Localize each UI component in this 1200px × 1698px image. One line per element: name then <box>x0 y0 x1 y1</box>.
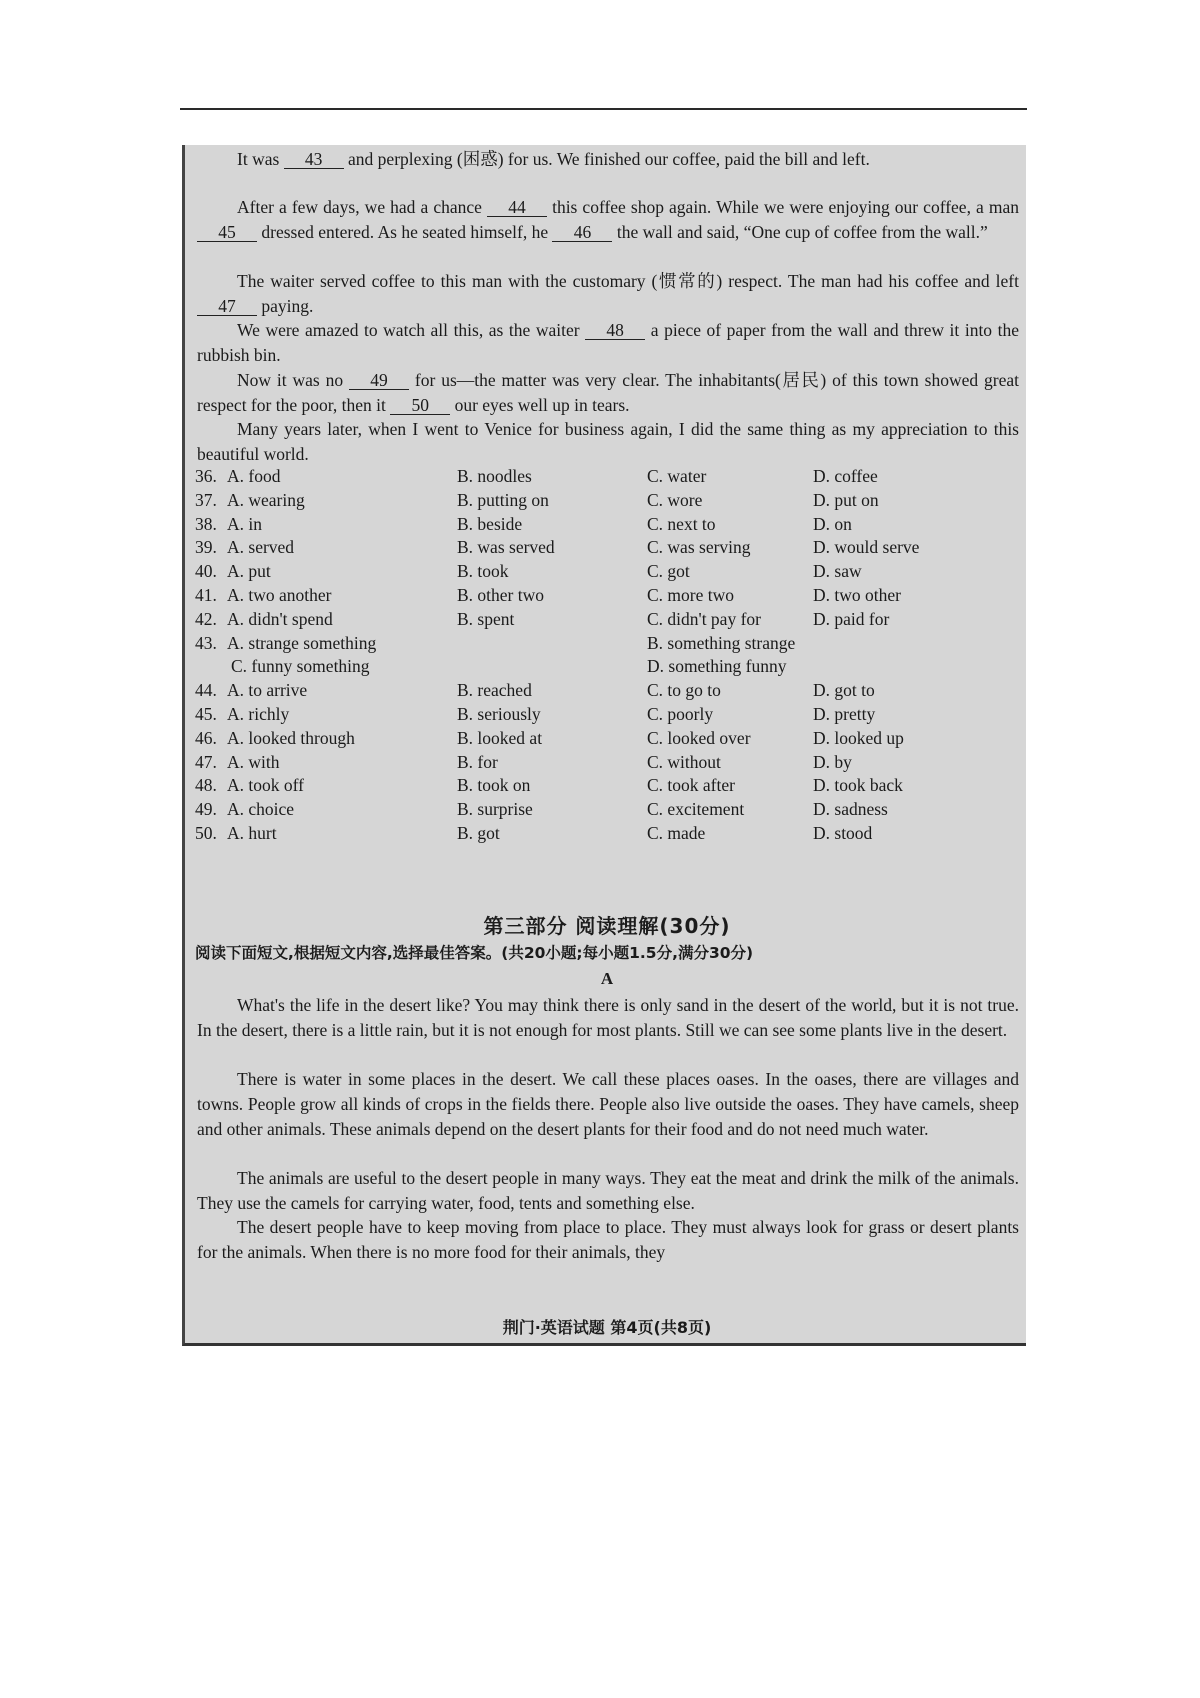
option-d: D. took back <box>813 775 903 796</box>
option-a: A. in <box>227 513 262 534</box>
cloze-paragraph <box>197 368 1019 418</box>
page-footer: 荆门·英语试题 第4页(共8页) <box>502 1318 712 1337</box>
option-c: C. more two <box>647 585 735 605</box>
cloze-blank: 45 <box>197 223 257 242</box>
cloze-paragraph <box>197 195 1019 245</box>
paragraph-text: The waiter served coffee to this man with the customary (惯常的) respect. The man had his coffee and left <box>237 271 1019 291</box>
option-a: A. didn't spend <box>227 608 333 629</box>
paragraph-text: The animals are useful to the desert people in many ways. They eat the meat and drink the milk of the animals. They use the camels for carrying water, food, tents and something else. <box>197 1168 1019 1213</box>
option-c: C. water <box>647 466 707 486</box>
paragraph-text: for us—the matter was very clear. The inhabitants(居民) of this town showed great respect for the poor, then it <box>197 370 1019 415</box>
option-b: B. was served <box>457 537 555 558</box>
option-c: C. excitement <box>647 799 745 820</box>
option-a: A. put <box>227 561 271 582</box>
option-a: A. served <box>227 537 295 558</box>
paragraph-text: our eyes well up in tears. <box>450 395 630 415</box>
cloze-blank: 46 <box>552 223 612 242</box>
option-d: D. coffee <box>813 466 878 486</box>
passage-letter: A <box>600 969 614 988</box>
option-d: D. paid for <box>813 608 890 629</box>
paragraph-text: There is water in some places in the desert. We call these places oases. In the oases, there are villages and towns. People grow all kinds of crops in the fields there. People also live outside the oases. They have camels, sheep and other animals. These animals depend on the desert plants for their food and do not need much water. <box>197 1069 1019 1139</box>
option-a: A. hurt <box>227 823 277 843</box>
paragraph-text: Now it was no <box>237 370 350 390</box>
paragraph-text: The desert people have to keep moving from place to place. They must always look for grass or desert plants for the animals. When there is no more food for their animals, they <box>197 1217 1019 1262</box>
option-a: A. food <box>227 466 281 486</box>
option-a: A. to arrive <box>227 680 308 701</box>
cloze-blank: 48 <box>585 321 645 340</box>
option-c: C. wore <box>647 489 703 510</box>
option-b: B. took on <box>457 775 531 796</box>
option-d: D. stood <box>813 823 873 843</box>
cloze-blank: 49 <box>349 371 409 390</box>
option-b: B. seriously <box>457 704 541 724</box>
question-number: 37. <box>195 489 217 510</box>
option-b: B. took <box>457 561 509 582</box>
option-c: C. took after <box>647 775 735 796</box>
option-d: D. saw <box>813 561 862 582</box>
question-number: 49. <box>195 799 217 820</box>
reading-paragraph <box>197 993 1019 1043</box>
paragraph-text: the wall and said, “One cup of coffee from the wall.” <box>612 222 988 242</box>
option-c: C. got <box>647 561 690 582</box>
option-c: C. didn't pay for <box>647 608 761 629</box>
paragraph-text: and perplexing (困惑) for us. We finished our coffee, paid the bill and left. <box>343 149 870 169</box>
section-instruction: 阅读下面短文,根据短文内容,选择最佳答案。(共20小题;每小题1.5分,满分30分) <box>195 944 754 962</box>
option-a: A. looked through <box>227 727 355 748</box>
option-d: D. pretty <box>813 704 876 724</box>
question-number: 44. <box>195 680 217 701</box>
option-d: D. sadness <box>813 799 888 820</box>
question-number: 39. <box>195 537 217 558</box>
option-c: C. to go to <box>647 680 721 701</box>
question-number: 45. <box>195 704 217 724</box>
option-b: B. got <box>457 823 500 843</box>
reading-paragraph <box>197 1215 1019 1265</box>
cloze-blank: 50 <box>390 396 450 415</box>
paragraph-text: Many years later, when I went to Venice for business again, I did the same thing as my appreciation to this beautiful world. <box>197 419 1019 464</box>
cloze-paragraph <box>197 269 1019 319</box>
paragraph-text: It was <box>237 149 284 169</box>
cloze-blank: 43 <box>284 150 344 169</box>
option-a: A. two another <box>227 585 332 605</box>
question-number: 41. <box>195 585 217 605</box>
option-d: D. by <box>813 751 852 772</box>
question-number: 40. <box>195 561 217 582</box>
cloze-blank: 44 <box>487 198 547 217</box>
option-b: B. other two <box>457 585 545 605</box>
reading-paragraph <box>197 1166 1019 1216</box>
paragraph-text: paying. <box>257 296 314 316</box>
option-a: A. took off <box>227 775 304 796</box>
option-c: C. was serving <box>647 537 751 558</box>
paragraph-text: What's the life in the desert like? You may think there is only sand in the desert of the world, but it is not true. In the desert, there is a little rain, but it is not enough for most plants. Still we can see some plants live in the desert. <box>197 995 1019 1040</box>
paragraph-text: We were amazed to watch all this, as the waiter <box>237 320 586 340</box>
option-d: D. got to <box>813 680 875 701</box>
question-number: 48. <box>195 775 217 796</box>
option-a: A. choice <box>227 799 295 820</box>
question-number: 46. <box>195 727 217 748</box>
option-d: D. put on <box>813 489 879 510</box>
option-d: D. would serve <box>813 537 920 558</box>
question-number: 38. <box>195 513 217 534</box>
option-d: D. something funny <box>647 656 787 677</box>
cloze-paragraph <box>197 147 1019 172</box>
scanned-exam-page <box>182 145 1026 1346</box>
paragraph-text: a piece of paper from the wall and threw it into the rubbish bin. <box>197 320 1020 365</box>
option-c: C. funny something <box>231 656 370 677</box>
question-number: 43. <box>195 632 217 653</box>
reading-paragraph <box>197 1067 1019 1142</box>
option-c: C. without <box>647 751 721 772</box>
question-number: 50. <box>195 823 217 843</box>
paragraph-text: dressed entered. As he seated himself, he <box>257 222 553 242</box>
paragraph-text: this coffee shop again. While we were enjoying our coffee, a man <box>547 197 1019 217</box>
option-b: B. for <box>457 751 498 772</box>
option-c: C. next to <box>647 513 716 534</box>
option-c: C. poorly <box>647 704 714 724</box>
option-b: B. something strange <box>647 632 796 653</box>
option-b: B. beside <box>457 513 523 534</box>
option-d: D. on <box>813 513 852 534</box>
option-b: B. noodles <box>457 466 532 486</box>
option-b: B. looked at <box>457 727 543 748</box>
paragraph-text: After a few days, we had a chance <box>237 197 487 217</box>
option-b: B. reached <box>457 680 532 701</box>
option-d: D. two other <box>813 585 901 605</box>
question-number: 42. <box>195 608 217 629</box>
option-c: C. made <box>647 823 706 843</box>
option-c: C. looked over <box>647 727 751 748</box>
cloze-blank: 47 <box>197 297 257 316</box>
option-a: A. with <box>227 751 280 772</box>
cloze-paragraph <box>197 318 1019 368</box>
top-rule <box>180 108 1027 110</box>
cloze-paragraph <box>197 417 1019 467</box>
section-title: 第三部分 阅读理解(30分) <box>483 914 731 938</box>
option-a: A. richly <box>227 704 290 724</box>
option-a: A. strange something <box>227 632 377 653</box>
option-b: B. putting on <box>457 489 549 510</box>
option-d: D. looked up <box>813 727 904 748</box>
question-number: 36. <box>195 466 217 486</box>
option-b: B. surprise <box>457 799 533 820</box>
option-b: B. spent <box>457 608 515 629</box>
question-number: 47. <box>195 751 217 772</box>
option-a: A. wearing <box>227 489 305 510</box>
